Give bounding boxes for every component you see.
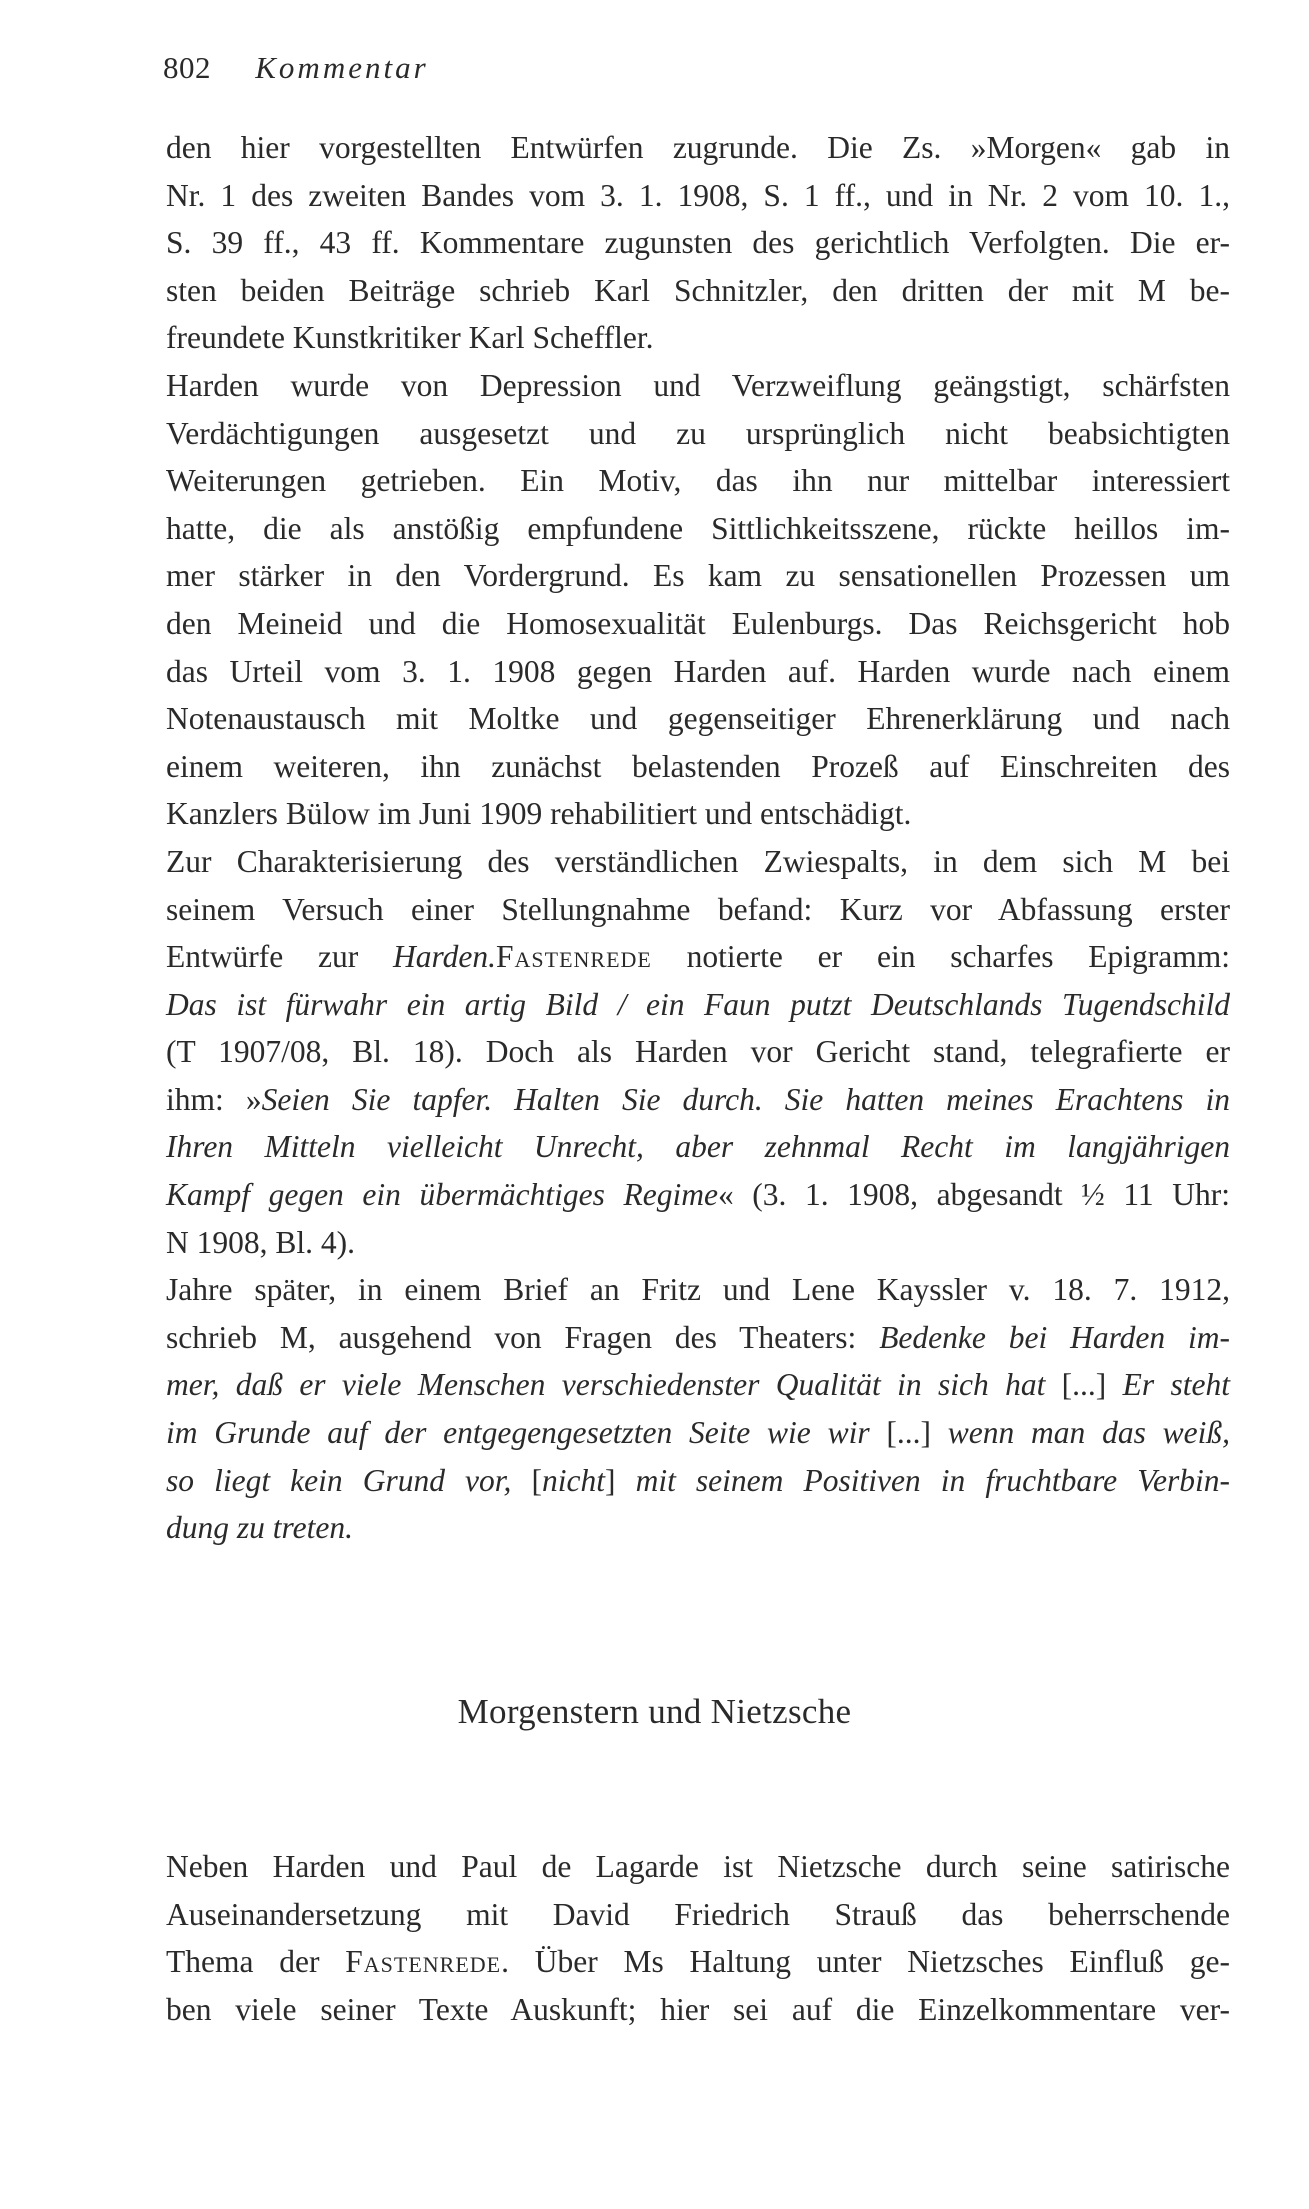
text-segment: ben viele seiner Texte Auskunft; hier sei auf die Einzelkommentare ver-	[166, 1991, 1230, 2027]
text-line	[166, 1076, 1230, 1124]
text-line	[166, 1361, 1230, 1409]
italic-quote: Das ist fürwahr ein artig Bild / ein Faun putzt Deutschlands Tugendschild	[166, 986, 1230, 1022]
commentary-text-block	[166, 124, 1230, 1552]
text-segment: einem weiteren, ihn zunächst belastenden Prozeß auf Einschreiten des	[166, 748, 1230, 784]
text-line	[166, 790, 1230, 838]
text-line	[166, 743, 1230, 791]
running-title: Kommentar	[255, 50, 429, 85]
text-segment: schrieb M, ausgehend von Fragen des Theaters:	[166, 1319, 880, 1355]
text-segment: Verdächtigungen ausgesetzt und zu ursprünglich nicht beabsichtigten	[166, 415, 1230, 451]
text-line	[166, 1986, 1230, 2034]
italic-quote: Er steht	[1122, 1367, 1230, 1403]
text-line	[166, 1938, 1230, 1986]
text-segment: notierte er ein scharfes Epigramm:	[651, 939, 1230, 975]
text-line	[166, 124, 1230, 172]
text-segment: Harden wurde von Depression und Verzweiflung geängstigt, schärfsten	[166, 367, 1230, 403]
text-line	[166, 933, 1230, 981]
italic-quote: wenn man das weiß,	[947, 1415, 1230, 1451]
text-segment: Notenaustausch mit Moltke und gegenseitiger Ehrenerklärung und nach	[166, 701, 1230, 737]
text-line	[166, 600, 1230, 648]
italic-quote: Bedenke bei Harden im-	[879, 1319, 1230, 1355]
section-body-text	[166, 1843, 1230, 2033]
text-line	[166, 552, 1230, 600]
text-line	[166, 1314, 1230, 1362]
text-segment: N 1908, Bl. 4).	[166, 1224, 355, 1260]
italic-quote: dung zu treten.	[166, 1510, 353, 1546]
text-segment: [...]	[1045, 1367, 1123, 1403]
work-title-smallcaps: Fastenrede	[496, 939, 652, 975]
text-line	[166, 410, 1230, 458]
text-segment: sten beiden Beiträge schrieb Karl Schnitzler, den dritten der mit M be-	[166, 272, 1230, 308]
work-title-smallcaps: Fastenrede	[345, 1944, 502, 1980]
text-line	[166, 219, 1230, 267]
text-segment: Jahre später, in einem Brief an Fritz und Lene Kayssler v. 18. 7. 1912,	[166, 1272, 1230, 1308]
text-line	[166, 981, 1230, 1029]
text-line	[166, 1219, 1230, 1267]
text-line	[166, 362, 1230, 410]
text-segment: Nr. 1 des zweiten Bandes vom 3. 1. 1908, S. 1 ff., und in Nr. 2 vom 10. 1.,	[166, 177, 1230, 213]
text-segment: Neben Harden und Paul de Lagarde ist Nietzsche durch seine satirische	[166, 1849, 1230, 1884]
text-segment: das Urteil vom 3. 1. 1908 gegen Harden auf. Harden wurde nach einem	[166, 653, 1230, 689]
text-segment: den Meineid und die Homosexualität Eulenburgs. Das Reichsgericht hob	[166, 605, 1230, 641]
text-line	[166, 505, 1230, 553]
text-line	[166, 314, 1230, 362]
italic-quote: nicht	[542, 1462, 605, 1498]
text-line	[166, 1123, 1230, 1171]
text-line	[166, 838, 1230, 886]
text-segment: freundete Kunstkritiker Karl Scheffler.	[166, 320, 654, 356]
text-segment: Entwürfe zur	[166, 939, 394, 975]
text-segment: Auseinandersetzung mit David Friedrich Strauß das beherrschende	[166, 1896, 1230, 1932]
text-line	[166, 886, 1230, 934]
text-segment: Kanzlers Bülow im Juni 1909 rehabilitiert und entschädigt.	[166, 796, 912, 832]
text-line	[166, 172, 1230, 220]
text-segment: mer stärker in den Vordergrund. Es kam zu sensationellen Prozessen um	[166, 558, 1230, 594]
italic-quote: Seien Sie tapfer. Halten Sie durch. Sie hatten meines Erachtens in	[261, 1081, 1230, 1117]
section-heading: Morgenstern und Nietzsche	[457, 1692, 852, 1731]
italic-quote: Harden.	[393, 939, 496, 975]
text-line	[166, 1457, 1230, 1505]
text-segment: hatte, die als anstößig empfundene Sittlichkeitsszene, rückte heillos im-	[166, 510, 1230, 546]
italic-quote: mit seinem Positiven in fruchtbare Verbin-	[635, 1462, 1230, 1498]
text-segment: « (3. 1. 1908, abgesandt ½ 11 Uhr:	[717, 1177, 1230, 1213]
text-line	[166, 1891, 1230, 1939]
text-line	[166, 1409, 1230, 1457]
running-head	[163, 50, 429, 86]
text-line	[166, 457, 1230, 505]
text-segment: (T 1907/08, Bl. 18). Doch als Harden vor Gericht stand, telegrafierte er	[166, 1034, 1230, 1070]
text-line	[166, 1171, 1230, 1219]
page-number: 802	[163, 50, 211, 85]
text-segment: [...]	[869, 1415, 948, 1451]
text-segment: Zur Charakterisierung des verständlichen Zwiespalts, in dem sich M bei	[166, 843, 1230, 879]
text-line	[166, 1843, 1230, 1891]
text-segment: den hier vorgestellten Entwürfen zugrunde. Die Zs. »Morgen« gab in	[166, 130, 1230, 165]
italic-quote: so liegt kein Grund vor,	[166, 1462, 512, 1498]
text-segment: seinem Versuch einer Stellungnahme befand: Kurz vor Abfassung erster	[166, 891, 1230, 927]
text-line	[166, 1266, 1230, 1314]
italic-quote: Ihren Mitteln vielleicht Unrecht, aber zehnmal Recht im langjährigen	[166, 1129, 1230, 1165]
text-segment: Thema der	[166, 1944, 346, 1980]
text-segment: Weiterungen getrieben. Ein Motiv, das ihn nur mittelbar interessiert	[166, 463, 1230, 499]
italic-quote: mer, daß er viele Menschen verschiedenster Qualität in sich hat	[166, 1367, 1046, 1403]
italic-quote: im Grunde auf der entgegengesetzten Seite wie wir	[166, 1415, 870, 1451]
text-line	[166, 648, 1230, 696]
text-segment: S. 39 ff., 43 ff. Kommentare zugunsten des gerichtlich Verfolgten. Die er-	[166, 225, 1230, 261]
text-line	[166, 695, 1230, 743]
text-line	[166, 1504, 1230, 1552]
text-line	[166, 267, 1230, 315]
text-segment: ihm: »	[166, 1081, 262, 1117]
text-segment: ]	[605, 1462, 636, 1498]
text-segment: [	[511, 1462, 542, 1498]
text-line	[166, 1028, 1230, 1076]
text-segment: . Über Ms Haltung unter Nietzsches Einfluß ge-	[501, 1944, 1230, 1980]
italic-quote: Kampf gegen ein übermächtiges Regime	[166, 1177, 718, 1213]
